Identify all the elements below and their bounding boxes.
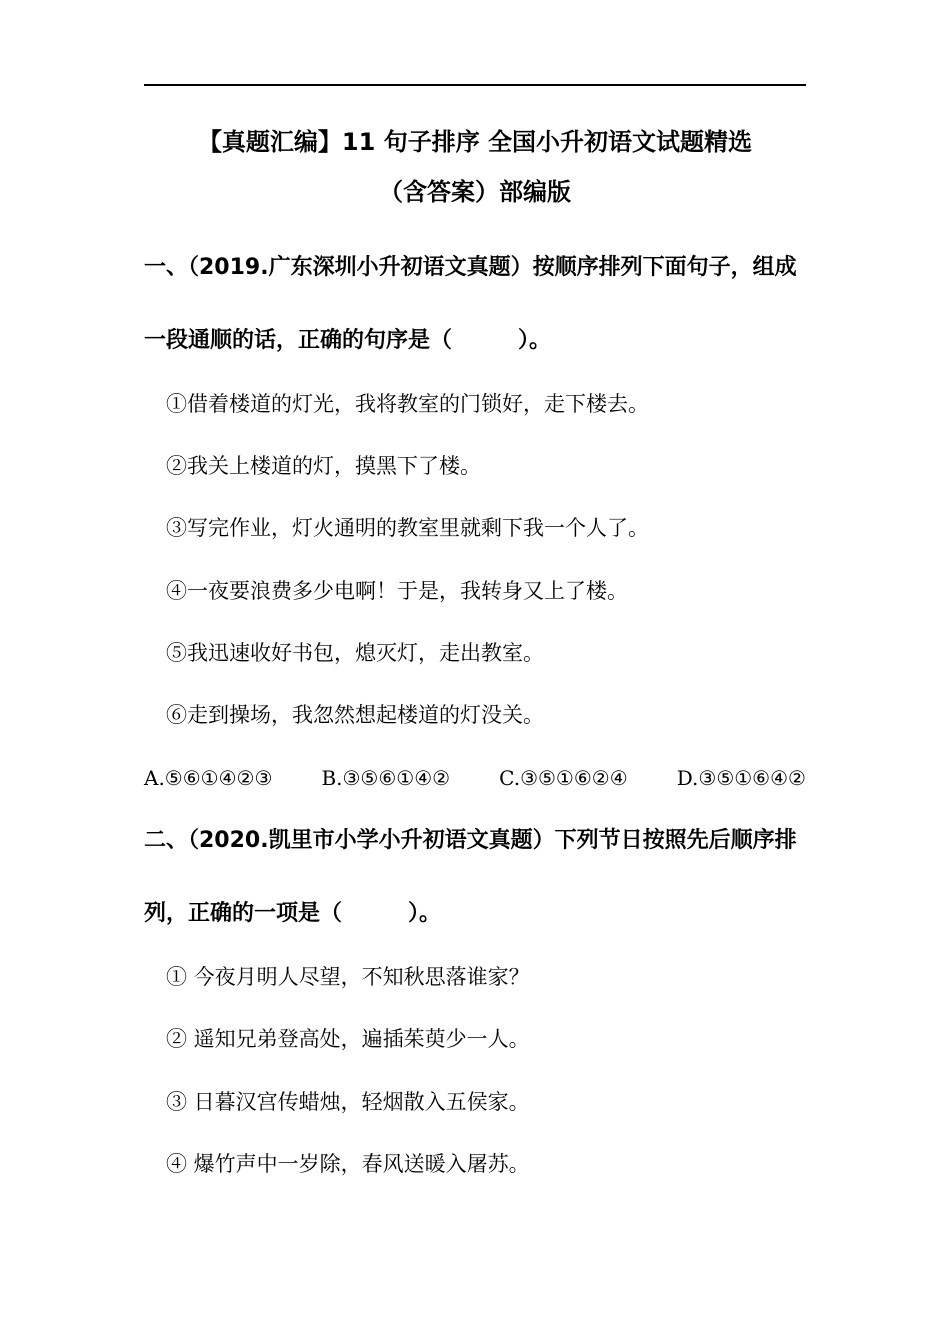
question-1-sentence-1: ①借着楼道的灯光，我将教室的门锁好，走下楼去。 xyxy=(166,392,649,416)
document-title-line-2: （含答案）部编版 xyxy=(379,178,571,206)
header-rule xyxy=(144,84,806,86)
question-2-poem-line-4: ④ 爆竹声中一岁除，春风送暖入屠苏。 xyxy=(166,1152,530,1176)
question-1-options xyxy=(144,763,806,793)
option-a: A.⑤⑥①④②③ xyxy=(144,766,273,790)
question-2-poem-line-3: ③ 日暮汉宫传蜡烛，轻烟散入五侯家。 xyxy=(166,1090,530,1114)
option-b: B.③⑤⑥①④② xyxy=(321,766,451,790)
question-1-sentence-5: ⑤我迅速收好书包，熄灭灯，走出教室。 xyxy=(166,641,544,665)
question-2-stem-line-1: 二、（2020.凯里市小学小升初语文真题）下列节日按照先后顺序排 xyxy=(144,828,797,853)
question-1-stem-line-2: 一段通顺的话，正确的句序是（ ）。 xyxy=(144,328,552,353)
question-1-stem-line-1: 一、（2019.广东深圳小升初语文真题）按顺序排列下面句子，组成 xyxy=(144,255,797,280)
question-1-sentence-2: ②我关上楼道的灯，摸黑下了楼。 xyxy=(166,454,481,478)
question-1-sentence-3: ③写完作业，灯火通明的教室里就剩下我一个人了。 xyxy=(166,516,649,540)
question-2-poem-line-1: ① 今夜月明人尽望，不知秋思落谁家？ xyxy=(166,965,530,989)
document-title-line-1: 【真题汇编】11 句子排序 全国小升初语文试题精选 xyxy=(197,128,753,156)
question-1-sentence-6: ⑥走到操场，我忽然想起楼道的灯没关。 xyxy=(166,703,544,727)
question-2-poem-line-2: ② 遥知兄弟登高处，遍插茱萸少一人。 xyxy=(166,1027,530,1051)
option-c: C.③⑤①⑥②④ xyxy=(499,766,628,790)
option-d: D.③⑤①⑥④② xyxy=(676,766,806,790)
question-2-stem-line-2: 列，正确的一项是（ ）。 xyxy=(144,901,442,926)
question-1-sentence-4: ④一夜要浪费多少电啊！于是，我转身又上了楼。 xyxy=(166,579,628,603)
